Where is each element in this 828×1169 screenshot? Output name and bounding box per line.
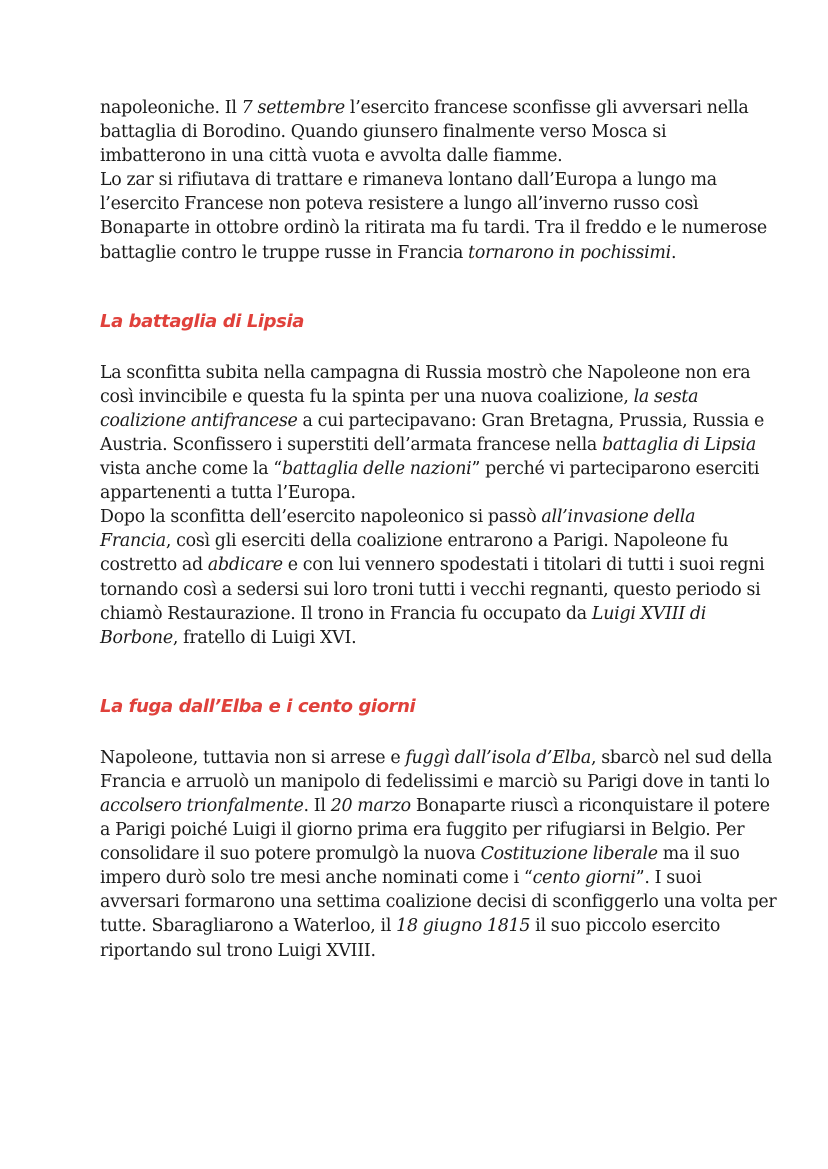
paragraph-cento-giorni [100,746,777,963]
text-line: tornando così a sedersi sui loro troni tutti i vecchi regnanti, questo periodo si [100,579,761,600]
text-line: Dopo la sconfitta dell’esercito napoleonico si passò all’invasione della [100,507,696,528]
text-line: vista anche come la “battaglia delle nazioni” perché vi parteciparono eserciti [100,459,760,480]
text-line: riportando sul trono Luigi XVIII. [100,940,376,961]
text-line: accolsero trionfalmente. Il 20 marzo Bonaparte riuscì a riconquistare il potere [100,795,770,816]
paragraph-lipsia-restaurazione [100,361,765,650]
text-line: Francia, così gli eserciti della coalizione entrarono a Parigi. Napoleone fu [100,531,729,552]
heading-fuga-elba: La fuga dall’Elba e i cento giorni [100,695,416,717]
text-line: appartenenti a tutta l’Europa. [100,483,356,504]
text-line: consolidare il suo potere promulgò la nuova Costituzione liberale ma il suo [100,844,740,865]
text-line: Austria. Sconfissero i superstiti dell’armata francese nella battaglia di Lipsia [100,434,756,455]
text-line: tutte. Sbaragliarono a Waterloo, il 18 giugno 1815 il suo piccolo esercito [100,916,721,937]
paragraph-russia-retreat [100,96,767,265]
italic-emphasis: Costituzione liberale [480,844,658,865]
text-line: impero durò solo tre mesi anche nominati come i “cento giorni”. I suoi [100,868,702,889]
italic-emphasis: 20 marzo [330,795,411,816]
italic-emphasis: la sesta [633,386,699,407]
italic-emphasis: coalizione antifrancese [100,410,298,431]
text-line: così invincibile e questa fu la spinta per una nuova coalizione, la sesta [100,386,699,407]
text-line: napoleoniche. Il 7 settembre l’esercito francese sconfisse gli avversari nella [100,98,749,118]
italic-emphasis: accolsero trionfalmente [100,795,304,816]
text-line: Napoleone, tuttavia non si arrese e fuggì dall’isola d’Elba, sbarcò nel sud della [100,747,773,768]
text-line: coalizione antifrancese a cui partecipavano: Gran Bretagna, Prussia, Russia e [100,410,765,431]
italic-emphasis: all’invasione della [541,507,696,528]
text-line: Lo zar si rifiutava di trattare e rimaneva lontano dall’Europa a lungo ma [100,170,717,191]
italic-emphasis: abdicare [207,555,283,576]
heading-battaglia-lipsia: La battaglia di Lipsia [100,310,304,332]
text-line: Francia e arruolò un manipolo di fedelissimi e marciò su Parigi dove in tanti lo [100,771,770,792]
italic-emphasis: Borbone [100,627,173,648]
document-page [100,96,777,963]
text-line: chiamò Restaurazione. Il trono in Francia fu occupato da Luigi XVIII di [100,603,707,624]
text-line: a Parigi poiché Luigi il giorno prima era fuggito per rifugiarsi in Belgio. Per [100,820,745,841]
text-line: imbatterono in una città vuota e avvolta dalle fiamme. [100,146,563,167]
text-line: avversari formarono una settima coalizione decisi di sconfiggerlo una volta per [100,892,777,913]
text-line: battaglie contro le truppe russe in Francia tornarono in pochissimi. [100,242,677,263]
italic-emphasis: Luigi XVIII di [591,603,707,624]
italic-emphasis: battaglia di Lipsia [602,434,756,455]
italic-emphasis: fuggì dall’isola d’Elba [405,747,591,768]
italic-emphasis: battaglia delle nazioni [281,459,472,480]
italic-emphasis: 18 giugno 1815 [396,916,531,937]
text-line: Borbone, fratello di Luigi XVI. [100,627,357,648]
text-line: La sconfitta subita nella campagna di Russia mostrò che Napoleone non era [100,362,751,383]
italic-emphasis: cento giorni [532,868,636,889]
italic-emphasis: Francia [100,531,166,552]
italic-emphasis: tornarono in pochissimi [468,242,671,263]
text-line: battaglia di Borodino. Quando giunsero finalmente verso Mosca si [100,122,667,143]
text-line: costretto ad abdicare e con lui vennero spodestati i titolari di tutti i suoi regni [100,555,765,576]
text-line: l’esercito Francese non poteva resistere a lungo all’inverno russo così [100,194,699,215]
italic-emphasis: 7 settembre [241,98,345,118]
text-line: Bonaparte in ottobre ordinò la ritirata ma fu tardi. Tra il freddo e le numerose [100,218,767,239]
